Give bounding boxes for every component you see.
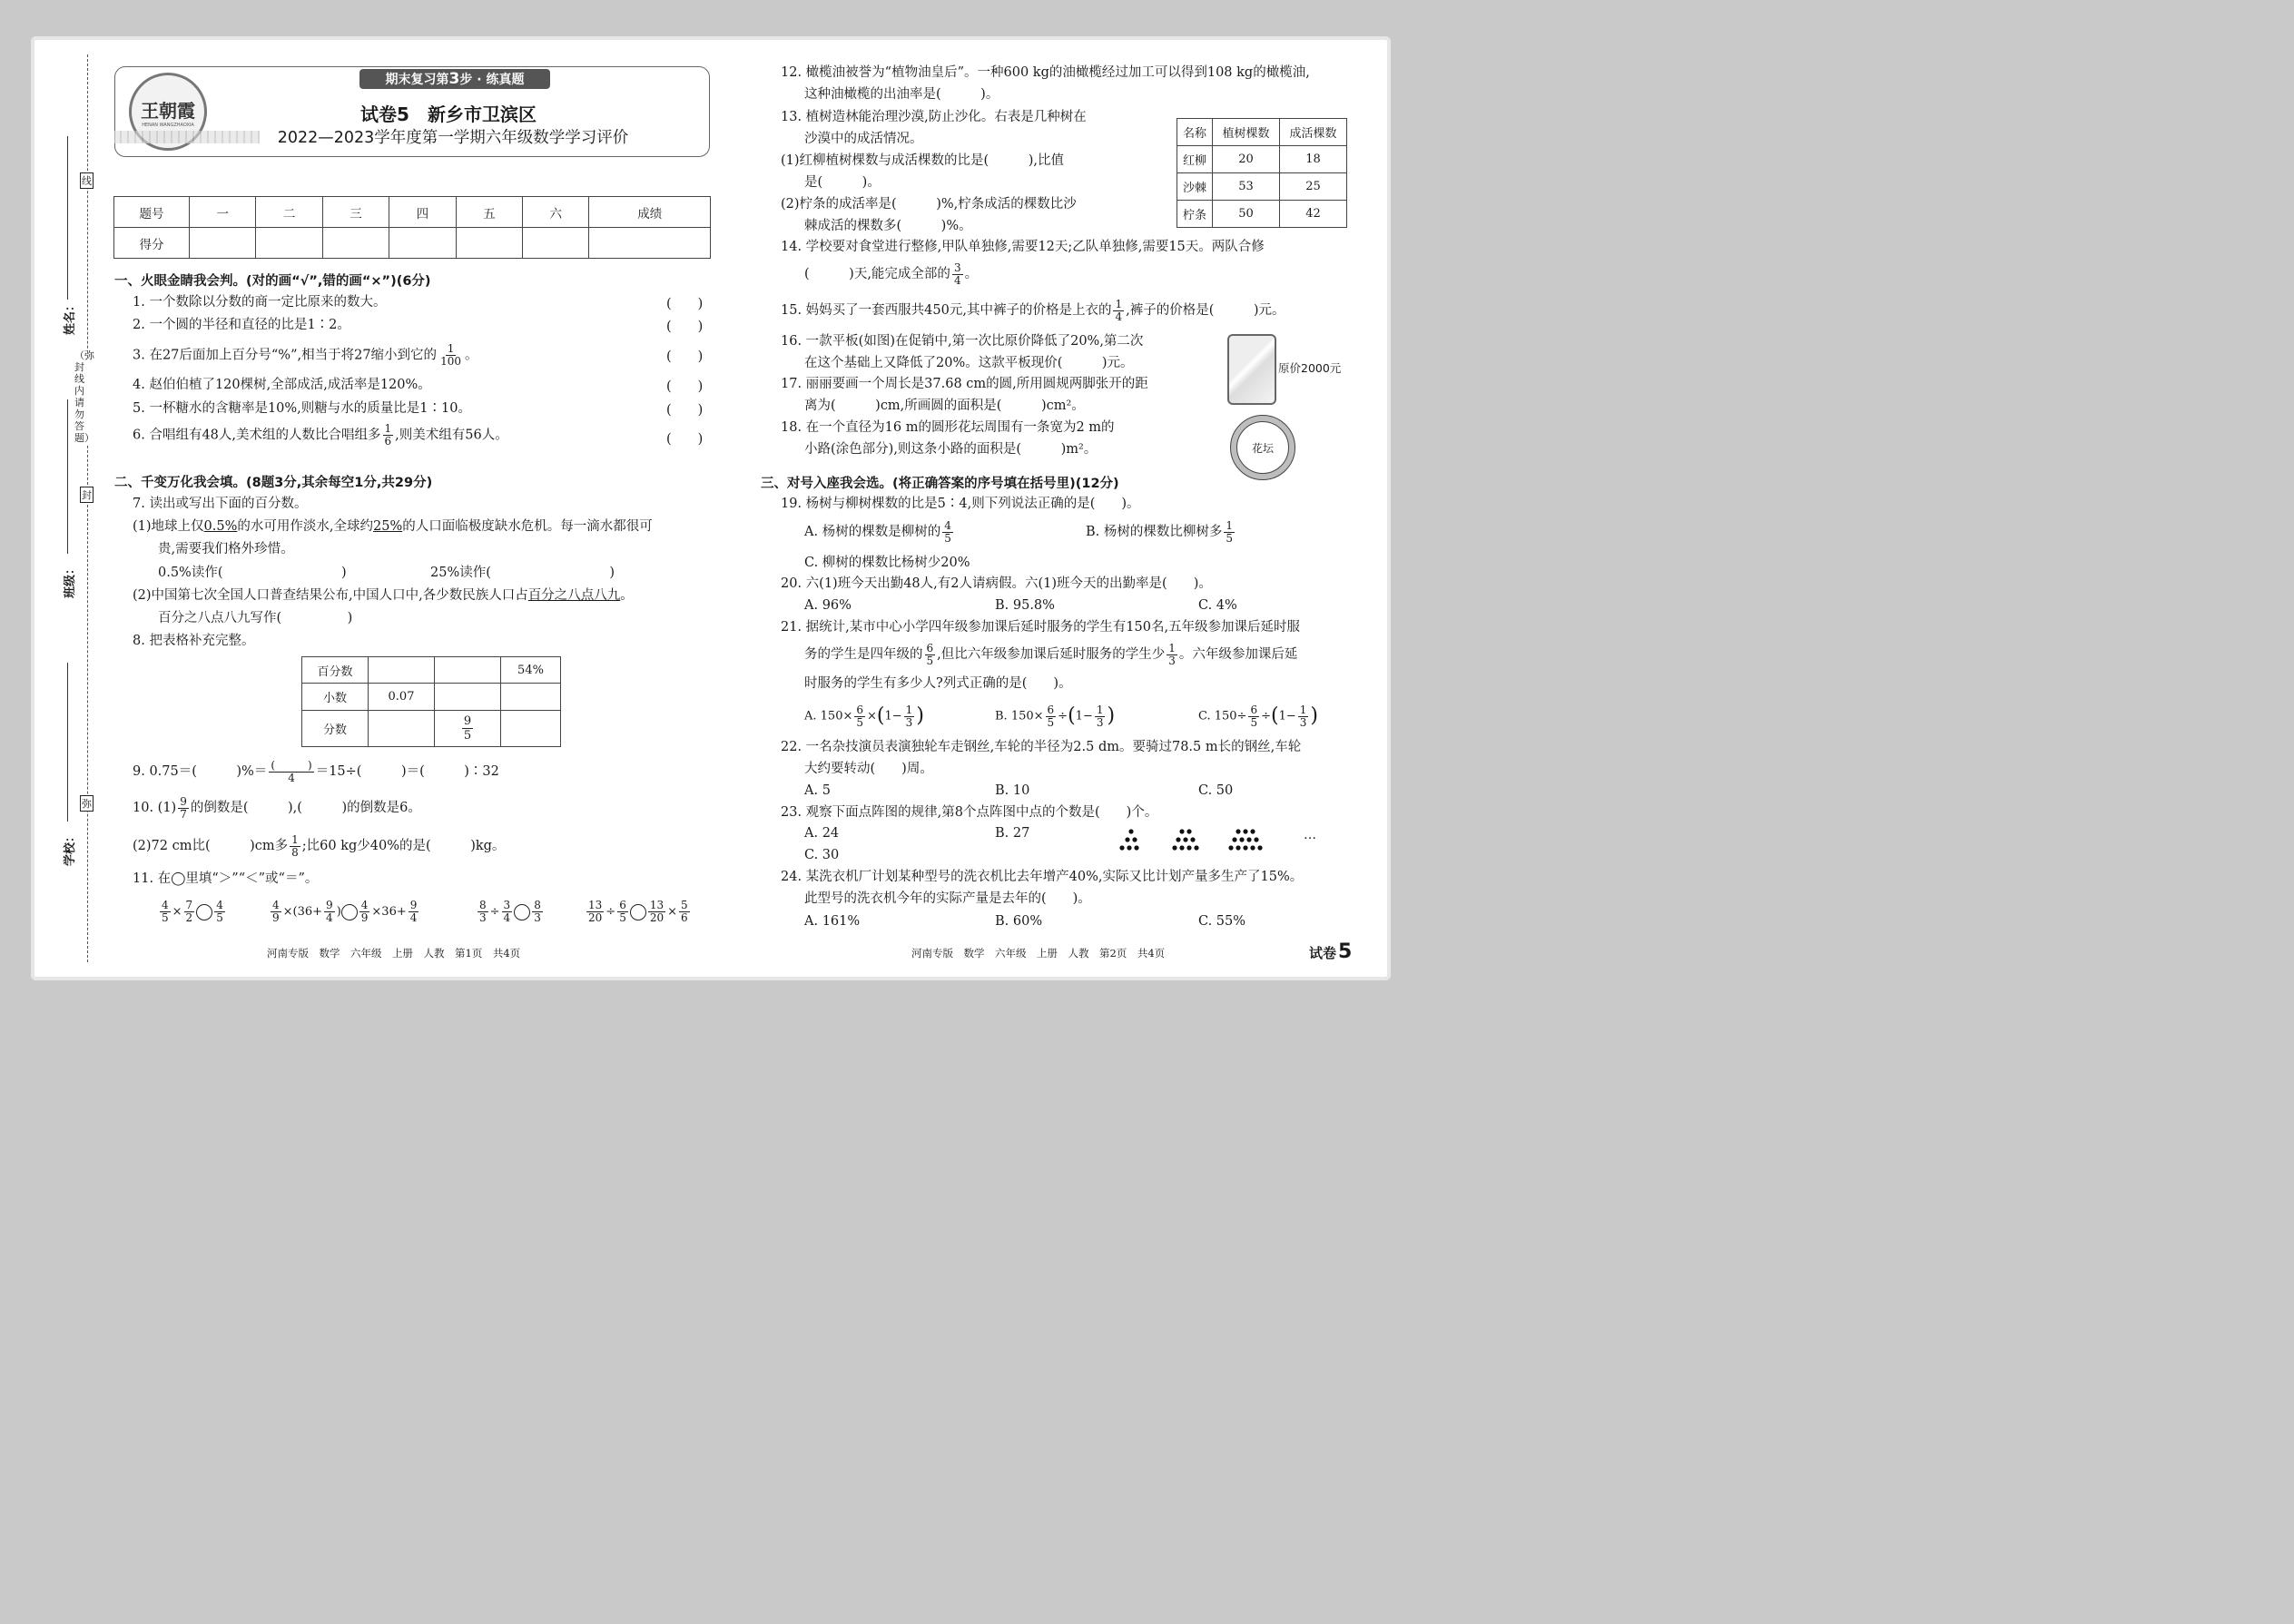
question-7-read-1[interactable]: 0.5%读作( )	[158, 566, 347, 580]
exam-subtitle: 2022—2023学年度第一学期六年级数学学习评价	[277, 129, 629, 147]
question-7-read-2[interactable]: 25%读作( )	[430, 566, 615, 580]
fraction: $\frac{1}{100}$	[440, 342, 461, 368]
tree-table-cell: 53	[1213, 173, 1280, 201]
answer-paren-2[interactable]: ( )	[666, 320, 704, 334]
score-cell[interactable]	[523, 228, 589, 259]
percent-table-header: 分数	[302, 711, 369, 747]
name-label: 姓名：	[64, 299, 78, 336]
question-7-2-write[interactable]: 百分之八点八九写作( )	[158, 611, 353, 625]
seal-note: （弥封线内请勿答题）	[74, 349, 94, 444]
percent-table-cell[interactable]	[369, 657, 435, 684]
seal-mark-mi: 弥	[80, 795, 94, 812]
question-18: 18. 在一个直径为16 m的圆形花坛周围有一条宽为2 m的	[781, 420, 1115, 435]
flower-bed-label: 花坛	[1236, 421, 1289, 474]
question-10-1: 10. (1) $\frac{9}{7}$ 的倒数是( ),( )的倒数是6。	[133, 794, 421, 821]
question-5: 5. 一杯糖水的含糖率是10%,则糖与水的质量比是1∶10。	[133, 401, 471, 416]
answer-paren-3[interactable]: ( )	[666, 349, 704, 364]
tree-table-cell: 42	[1280, 201, 1347, 228]
question-23-option-a[interactable]: A. 24	[804, 826, 840, 841]
tree-table-header: 成活棵数	[1280, 119, 1347, 146]
percent-table-cell[interactable]	[369, 711, 435, 747]
tree-table-cell: 沙棘	[1177, 173, 1213, 201]
dot-pattern-ellipsis: …	[1304, 828, 1316, 842]
section-3-title: 三、对号入座我会选。(将正确答案的序号填在括号里)(12分)	[761, 477, 1119, 491]
question-14: 14. 学校要对食堂进行整修,甲队单独修,需要12天;乙队单独修,需要15天。两队合修	[781, 240, 1265, 254]
seal-mark-line: 线	[80, 172, 94, 189]
score-head: 二	[256, 197, 322, 228]
question-24-option-c[interactable]: C. 55%	[1198, 914, 1246, 929]
fraction: $\frac{1}{4}$	[1115, 297, 1123, 323]
question-22-option-a[interactable]: A. 5	[804, 783, 831, 798]
question-20-option-a[interactable]: A. 96%	[804, 598, 852, 613]
question-21-option-c[interactable]: C. 150÷ $\frac{6}{5}$ ÷(1− $\frac{1}{3}$ )	[1198, 703, 1319, 729]
tree-table-cell: 红柳	[1177, 146, 1213, 173]
page-left	[31, 36, 721, 980]
question-8: 8. 把表格补充完整。	[133, 634, 255, 648]
tree-table-cell: 50	[1213, 201, 1280, 228]
page-footer-left: 河南专版 数学 六年级 上册 人教 第1页 共4页	[267, 947, 521, 960]
question-4: 4. 赵伯伯植了120棵树,全部成活,成活率是120%。	[133, 378, 431, 392]
answer-paren-1[interactable]: ( )	[666, 297, 704, 311]
question-13: 13. 植树造林能治理沙漠,防止沙化。右表是几种树在	[781, 110, 1087, 124]
logo-subtext: HENAN WANGZHAOXIA	[142, 122, 194, 128]
seal-mark-seal: 封	[80, 487, 94, 503]
tree-table-header: 植树棵数	[1213, 119, 1280, 146]
fraction: $\frac{1}{6}$	[384, 422, 392, 448]
question-12-cont: 这种油橄榄的出油率是( )。	[804, 87, 999, 102]
compare-expression-3[interactable]: $\frac{8}{3}$ ÷ $\frac{3}{4}$ $\frac{8}{3}$	[479, 899, 541, 924]
question-23-option-b[interactable]: B. 27	[995, 826, 1030, 841]
dot-pattern-1	[1119, 829, 1138, 850]
question-6: 6. 合唱组有48人,美术组的人数比合唱组多 $\frac{1}{6}$ ,则美术组有56人。	[133, 422, 508, 448]
fraction: $\frac{3}{4}$	[953, 261, 961, 287]
tree-table-cell: 柠条	[1177, 201, 1213, 228]
score-head-label: 题号	[114, 197, 190, 228]
section-1-title: 一、火眼金睛我会判。(对的画“√”,错的画“×”)(6分)	[114, 274, 431, 289]
question-19-option-c[interactable]: C. 柳树的棵数比杨树少20%	[804, 556, 970, 570]
score-cell[interactable]	[190, 228, 256, 259]
dot-pattern-figure	[1102, 824, 1311, 851]
question-24-option-b[interactable]: B. 60%	[995, 914, 1043, 929]
compare-expression-2[interactable]: $\frac{4}{9}$ ×(36+ $\frac{9}{4}$ ) $\frac{4}{9}$ ×36+ $\frac{9}{4}$	[272, 899, 418, 924]
question-17: 17. 丽丽要画一个周长是37.68 cm的圆,所用圆规两脚张开的距	[781, 377, 1148, 391]
tablet-image	[1227, 334, 1276, 405]
question-19-option-a[interactable]: A. 杨树的棵数是柳树的 $\frac{4}{5}$	[804, 518, 951, 545]
question-20: 20. 六(1)班今天出勤48人,有2人请病假。六(1)班今天的出勤率是( )。	[781, 576, 1212, 591]
question-20-option-b[interactable]: B. 95.8%	[995, 598, 1055, 613]
score-head: 一	[190, 197, 256, 228]
percent-table-cell[interactable]	[435, 657, 501, 684]
score-head: 五	[456, 197, 522, 228]
question-13-2-cont: 棘成活的棵数多( )%。	[804, 219, 972, 233]
dot-pattern-2	[1172, 829, 1198, 850]
question-7-2: (2)中国第七次全国人口普查结果公布,中国人口中,各少数民族人口占百分之八点八九。	[133, 588, 634, 603]
question-13-1: (1)红柳植树棵数与成活棵数的比是( ),比值	[781, 153, 1064, 168]
question-12: 12. 橄榄油被誉为“植物油皇后”。一种600 kg的油橄榄经过加工可以得到108 kg的橄榄油,	[781, 65, 1310, 80]
question-9: 9. 0.75＝( )%＝ $\frac{( )}{4}$ ＝15÷( )＝( )∶32	[133, 758, 499, 784]
question-24-option-a[interactable]: A. 161%	[804, 914, 861, 929]
logo-stripe	[114, 131, 260, 143]
tree-table-header: 名称	[1177, 119, 1213, 146]
percent-table-cell[interactable]	[501, 711, 561, 747]
answer-paren-6[interactable]: ( )	[666, 432, 704, 447]
paper-sheet	[31, 36, 1391, 980]
answer-paren-5[interactable]: ( )	[666, 403, 704, 418]
tree-table-cell: 18	[1280, 146, 1347, 173]
question-1: 1. 一个数除以分数的商一定比原来的数大。	[133, 295, 387, 310]
question-18-cont: 小路(涂色部分),则这条小路的面积是( )m²。	[804, 442, 1098, 457]
question-17-cont: 离为( )cm,所画圆的面积是( )cm²。	[804, 399, 1085, 413]
score-cell[interactable]	[322, 228, 389, 259]
score-head: 三	[322, 197, 389, 228]
percent-table-cell[interactable]	[501, 684, 561, 711]
question-22-option-b[interactable]: B. 10	[995, 783, 1030, 798]
question-13-2: (2)柠条的成活率是( )%,柠条成活的棵数比沙	[781, 197, 1077, 212]
score-cell[interactable]	[389, 228, 456, 259]
question-14-cont: ( )天,能完成全部的 $\frac{3}{4}$ 。	[804, 261, 979, 287]
compare-expression-1[interactable]: $\frac{4}{5}$ × $\frac{7}{2}$ $\frac{4}{5}$	[162, 899, 223, 924]
score-cell[interactable]	[589, 228, 711, 259]
paper-number-tag: 试卷5	[1309, 940, 1353, 963]
question-22-cont: 大约要转动( )周。	[804, 762, 933, 776]
fraction: $\frac{( )}{4}$	[271, 758, 312, 784]
question-2: 2. 一个圆的半径和直径的比是1∶2。	[133, 318, 350, 332]
percent-table-cell[interactable]	[435, 684, 501, 711]
score-head: 成绩	[589, 197, 711, 228]
question-15: 15. 妈妈买了一套西服共450元,其中裤子的价格是上衣的 $\frac{1}{4}$ ,裤子的价格是( )元。	[781, 297, 1285, 323]
dot-pattern-3	[1228, 829, 1262, 850]
review-badge: 期末复习第3步 · 练真题	[359, 69, 550, 89]
tree-survival-table	[1177, 118, 1347, 228]
fraction: $\frac{9}{7}$	[180, 794, 187, 821]
question-10-2: (2)72 cm比( )cm多 $\frac{1}{8}$ ;比60 kg少40%的是( )kg。	[133, 832, 506, 859]
question-21-option-a[interactable]: A. 150× $\frac{6}{5}$ ×(1− $\frac{1}{3}$ )	[804, 703, 924, 729]
question-13-1-cont: 是( )。	[804, 175, 881, 190]
question-16-cont: 在这个基础上又降低了20%。这款平板现价( )元。	[804, 356, 1134, 370]
question-24-cont: 此型号的洗衣机今年的实际产量是去年的( )。	[804, 891, 1091, 906]
flower-bed-ring	[1230, 415, 1295, 480]
logo-text: 王朝霞	[141, 99, 195, 122]
question-16: 16. 一款平板(如图)在促销中,第一次比原价降低了20%,第二次	[781, 334, 1144, 349]
school-label: 学校：	[64, 830, 78, 867]
fraction: $\frac{1}{8}$	[291, 832, 299, 859]
question-21: 21. 据统计,某市中心小学四年级参加课后延时服务的学生有150名,五年级参加课后延时服	[781, 620, 1301, 635]
exam-title: 试卷5 新乡市卫滨区	[360, 103, 537, 125]
score-cell[interactable]	[456, 228, 522, 259]
section-2-title: 二、千变万化我会填。(8题3分,其余每空1分,共29分)	[114, 476, 433, 490]
question-13-cont: 沙漠中的成活情况。	[804, 132, 923, 146]
question-7-1: (1)地球上仅0.5%的水可用作淡水,全球约25%的人口面临极度缺水危机。每一滴水都很可	[133, 519, 653, 534]
percent-table-cell: 0.07	[369, 684, 435, 711]
question-21-option-b[interactable]: B. 150× $\frac{6}{5}$ ÷(1− $\frac{1}{3}$ )	[995, 703, 1116, 729]
score-row-label: 得分	[114, 228, 190, 259]
percent-table-header: 小数	[302, 684, 369, 711]
question-21-cont2: 时服务的学生有多少人?列式正确的是( )。	[804, 676, 1072, 691]
question-24: 24. 某洗衣机厂计划某种型号的洗衣机比去年增产40%,实际又比计划产量多生产了15%。	[781, 870, 1304, 884]
question-23: 23. 观察下面点阵图的规律,第8个点阵图中点的个数是( )个。	[781, 805, 1158, 820]
percent-table	[301, 656, 561, 747]
answer-paren-4[interactable]: ( )	[666, 379, 704, 394]
compare-expression-4[interactable]: $\frac{13}{20}$ ÷ $\frac{6}{5}$ $\frac{13}{20}$ × $\frac{5}{6}$	[588, 899, 688, 924]
question-19: 19. 杨树与柳树棵数的比是5∶4,则下列说法正确的是( )。	[781, 497, 1140, 511]
tablet-price-label: 原价2000元	[1278, 361, 1342, 375]
question-3: 3. 在27后面加上百分号“%”,相当于将27缩小到它的 $\frac{1}{100}$ 。	[133, 342, 478, 368]
question-22: 22. 一名杂技演员表演独轮车走钢丝,车轮的半径为2.5 dm。要骑过78.5 m长的钢丝,车轮	[781, 740, 1302, 754]
score-head: 六	[523, 197, 589, 228]
score-table	[113, 196, 711, 259]
page-right	[730, 36, 1383, 980]
badge-step-number: 3	[448, 70, 460, 88]
tree-table-cell: 20	[1213, 146, 1280, 173]
tree-table-cell: 25	[1280, 173, 1347, 201]
question-20-option-c[interactable]: C. 4%	[1198, 598, 1237, 613]
percent-table-header: 百分数	[302, 657, 369, 684]
question-22-option-c[interactable]: C. 50	[1198, 783, 1234, 798]
score-head: 四	[389, 197, 456, 228]
question-19-option-b[interactable]: B. 杨树的棵数比柳树多 $\frac{1}{5}$	[1086, 518, 1234, 545]
question-7-1-cont: 贵,需要我们格外珍惜。	[158, 542, 294, 556]
question-7: 7. 读出或写出下面的百分数。	[133, 497, 308, 511]
percent-table-cell: $\frac{9}{5}$	[435, 711, 501, 747]
question-23-option-c[interactable]: C. 30	[804, 848, 840, 862]
paper-number: 5	[1338, 940, 1353, 963]
question-11: 11. 在◯里填“＞”“＜”或“＝”。	[133, 871, 319, 886]
percent-table-cell: 54%	[501, 657, 561, 684]
page-footer-right: 河南专版 数学 六年级 上册 人教 第2页 共4页	[911, 947, 1166, 960]
score-cell[interactable]	[256, 228, 322, 259]
class-label: 班级：	[64, 562, 78, 599]
question-21-cont: 务的学生是四年级的 $\frac{6}{5}$ ,但比六年级参加课后延时服务的学生少 $\frac{1}{3}$ 。六年级参加课后延	[804, 641, 1298, 667]
